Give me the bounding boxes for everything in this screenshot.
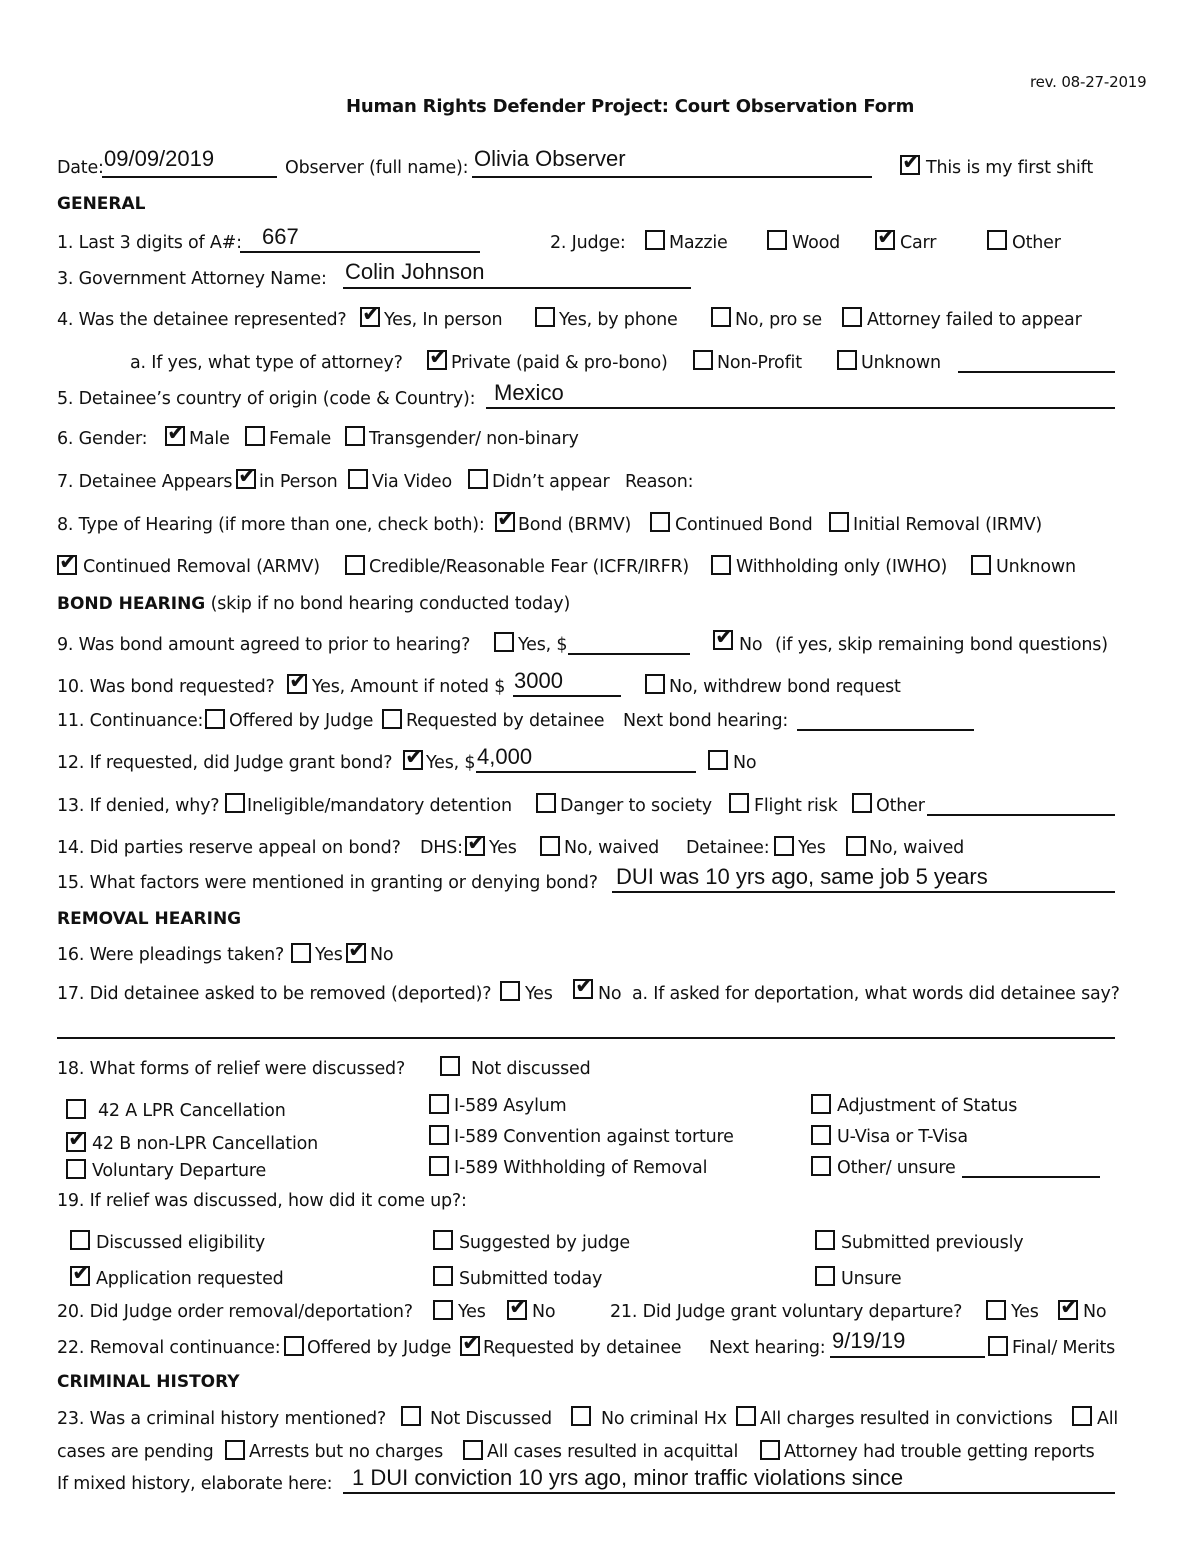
form-title: Human Rights Defender Project: Court Observation Form — [346, 96, 915, 117]
final-merits-checkbox[interactable] — [988, 1336, 1008, 1356]
crim-pending-label: cases are pending — [57, 1442, 214, 1462]
q13-label: 13. If denied, why? — [57, 796, 220, 816]
relief-other-checkbox[interactable] — [811, 1156, 831, 1176]
q7-label: 7. Detainee Appears — [57, 472, 233, 492]
hearing-bond-checkbox[interactable] — [495, 507, 516, 532]
detainee-appeal-waived-label: No, waived — [869, 838, 965, 858]
check-mark-icon: ✔ — [575, 974, 594, 999]
q12-label: 12. If requested, did Judge grant bond? — [57, 753, 393, 773]
dhs-waived-checkbox[interactable] — [540, 836, 560, 856]
didnt-appear-label: Didn’t appear — [492, 472, 610, 492]
crim-acquittal-checkbox[interactable] — [463, 1440, 483, 1460]
judge-wood-checkbox[interactable] — [767, 230, 787, 250]
check-mark-icon: ✔ — [72, 1261, 91, 1286]
appears-video-label: Via Video — [372, 472, 452, 492]
q14-label: 14. Did parties reserve appeal on bond? — [57, 838, 401, 858]
hearing-unknown-label: Unknown — [996, 557, 1076, 577]
mixed-history-label: If mixed history, elaborate here: — [57, 1474, 333, 1494]
deportation-words-label: a. If asked for deportation, what words did detainee say? — [632, 984, 1120, 1004]
gender-female-checkbox[interactable] — [245, 426, 265, 446]
q21-label: 21. Did Judge grant voluntary departure? — [610, 1302, 963, 1322]
represented-in-person-checkbox[interactable] — [360, 302, 381, 327]
removal-ordered-yes-label: Yes — [458, 1302, 486, 1322]
crim-convictions-label: All charges resulted in convictions — [760, 1409, 1053, 1429]
mixed-history-field[interactable]: 1 DUI conviction 10 yrs ago, minor traffic violations since — [352, 1465, 904, 1490]
vd-granted-yes-label: Yes — [1011, 1302, 1039, 1322]
came-up-submitted-today-checkbox[interactable] — [433, 1266, 453, 1286]
removal-requested-no-label: No — [598, 984, 622, 1004]
bond-agreed-note: (if yes, skip remaining bond questions) — [775, 635, 1108, 655]
hearing-initial-removal-checkbox[interactable] — [829, 512, 849, 532]
represented-in-person-label: Yes, In person — [384, 310, 503, 330]
grant-bond-no-label: No — [733, 753, 757, 773]
judge-carr-label: Carr — [900, 233, 937, 253]
check-mark-icon: ✔ — [467, 831, 486, 856]
came-up-application-label: Application requested — [96, 1269, 284, 1289]
section-bond — [57, 593, 570, 614]
appears-in-person-label: in Person — [259, 472, 338, 492]
came-up-judge-label: Suggested by judge — [459, 1233, 630, 1253]
section-removal: REMOVAL HEARING — [57, 909, 242, 929]
pro-se-label: No, pro se — [735, 310, 822, 330]
bond-factors-field[interactable]: DUI was 10 yrs ago, same job 5 years — [616, 864, 988, 889]
denied-danger-label: Danger to society — [560, 796, 712, 816]
q11-label: 11. Continuance: — [57, 711, 204, 731]
grant-bond-yes-checkbox[interactable] — [403, 745, 424, 770]
pro-se-checkbox[interactable] — [711, 307, 731, 327]
relief-42a-label: 42 A LPR Cancellation — [98, 1101, 286, 1121]
relief-visa-checkbox[interactable] — [811, 1125, 831, 1145]
hearing-initial-removal-label: Initial Removal (IRMV) — [853, 515, 1043, 535]
check-mark-icon: ✔ — [289, 669, 308, 694]
dhs-yes-label: Yes — [489, 838, 517, 858]
came-up-unsure-checkbox[interactable] — [815, 1266, 835, 1286]
judge-other-label: Other — [1012, 233, 1061, 253]
appears-in-person-checkbox[interactable] — [236, 464, 257, 489]
observer-label: Observer (full name): — [285, 158, 469, 178]
country-field[interactable]: Mexico — [494, 380, 564, 405]
hearing-continued-removal-checkbox[interactable] — [57, 550, 78, 575]
removal-ordered-yes-checkbox[interactable] — [433, 1300, 453, 1320]
came-up-submitted-prev-label: Submitted previously — [841, 1233, 1024, 1253]
crim-none-checkbox[interactable] — [571, 1406, 591, 1426]
removal-cont-detainee-checkbox[interactable] — [460, 1331, 481, 1356]
relief-cat-label: I-589 Convention against torture — [454, 1127, 734, 1147]
crim-all-label: All — [1097, 1409, 1119, 1429]
crim-not-discussed-label: Not Discussed — [430, 1409, 552, 1429]
attorney-private-label: Private (paid & pro-bono) — [451, 353, 668, 373]
check-mark-icon: ✔ — [238, 464, 257, 489]
check-mark-icon: ✔ — [167, 421, 186, 446]
grant-bond-no-checkbox[interactable] — [708, 750, 728, 770]
detainee-appeal-yes-checkbox[interactable] — [774, 836, 794, 856]
bond-requested-yes-label: Yes, Amount if noted $ — [312, 677, 506, 697]
crim-not-discussed-checkbox[interactable] — [401, 1406, 421, 1426]
removal-requested-yes-label: Yes — [525, 984, 553, 1004]
relief-not-discussed-label: Not discussed — [471, 1059, 591, 1079]
vd-granted-no-label: No — [1083, 1302, 1107, 1322]
bond-agreed-no-checkbox[interactable] — [713, 625, 734, 650]
check-mark-icon: ✔ — [462, 1331, 481, 1356]
q8-label: 8. Type of Hearing (if more than one, check both): — [57, 515, 485, 535]
attorney-failed-checkbox[interactable] — [842, 307, 862, 327]
relief-adjustment-checkbox[interactable] — [811, 1094, 831, 1114]
denied-ineligible-checkbox[interactable] — [225, 793, 245, 813]
first-shift-checkbox[interactable] — [900, 150, 921, 175]
bond-agreed-yes-checkbox[interactable] — [494, 632, 514, 652]
q1-label: 1. Last 3 digits of A#: — [57, 233, 242, 253]
next-hearing-label: Next hearing: — [709, 1338, 826, 1358]
relief-cat-checkbox[interactable] — [429, 1125, 449, 1145]
q17-label: 17. Did detainee asked to be removed (deported)? — [57, 984, 492, 1004]
pleadings-yes-label: Yes — [315, 945, 343, 965]
observer-field[interactable]: Olivia Observer — [474, 146, 626, 171]
relief-asylum-checkbox[interactable] — [429, 1094, 449, 1114]
gender-transgender-checkbox[interactable] — [345, 426, 365, 446]
detainee-appeal-label: Detainee: — [686, 838, 770, 858]
q9-label: 9. Was bond amount agreed to prior to hearing? — [57, 635, 471, 655]
q4-label: 4. Was the detainee represented? — [57, 310, 347, 330]
a-number-field[interactable]: 667 — [262, 224, 299, 249]
didnt-appear-checkbox[interactable] — [468, 469, 488, 489]
continuance-detainee-label: Requested by detainee — [406, 711, 605, 731]
judge-mazzie-checkbox[interactable] — [645, 230, 665, 250]
hearing-continued-bond-label: Continued Bond — [675, 515, 813, 535]
check-mark-icon: ✔ — [362, 302, 381, 327]
withdrew-bond-checkbox[interactable] — [645, 674, 665, 694]
hearing-credible-fear-checkbox[interactable] — [345, 555, 365, 575]
attorney-private-checkbox[interactable] — [427, 345, 448, 370]
check-mark-icon: ✔ — [59, 550, 78, 575]
vd-granted-yes-checkbox[interactable] — [986, 1300, 1006, 1320]
q18-label: 18. What forms of relief were discussed? — [57, 1059, 406, 1079]
denied-flight-risk-checkbox[interactable] — [729, 793, 749, 813]
section-criminal: CRIMINAL HISTORY — [57, 1372, 240, 1392]
date-label: Date: — [57, 158, 104, 178]
q5-label: 5. Detainee’s country of origin (code & Country): — [57, 389, 476, 409]
q19-label: 19. If relief was discussed, how did it come up?: — [57, 1191, 467, 1211]
judge-carr-checkbox[interactable] — [875, 225, 896, 250]
removal-requested-no-checkbox[interactable] — [573, 974, 594, 999]
relief-42b-label: 42 B non-LPR Cancellation — [92, 1134, 319, 1154]
relief-adjustment-label: Adjustment of Status — [837, 1096, 1018, 1116]
q4a-label: a. If yes, what type of attorney? — [130, 353, 403, 373]
dhs-yes-checkbox[interactable] — [465, 831, 486, 856]
crim-arrests-checkbox[interactable] — [225, 1440, 245, 1460]
crim-all-pending-checkbox[interactable] — [1072, 1406, 1092, 1426]
continuance-judge-checkbox[interactable] — [205, 709, 225, 729]
next-hearing-field[interactable]: 9/19/19 — [832, 1328, 906, 1353]
reason-label: Reason: — [625, 472, 694, 492]
q22-label: 22. Removal continuance: — [57, 1338, 281, 1358]
section-bond-note: (skip if no bond hearing conducted today) — [205, 594, 571, 614]
first-shift-label: This is my first shift — [926, 158, 1093, 178]
revision-label: rev. 08-27-2019 — [1030, 73, 1147, 91]
crim-convictions-checkbox[interactable] — [736, 1406, 756, 1426]
crim-arrests-label: Arrests but no charges — [249, 1442, 443, 1462]
came-up-unsure-label: Unsure — [841, 1269, 902, 1289]
crim-none-label: No criminal Hx — [601, 1409, 727, 1429]
relief-visa-label: U-Visa or T-Visa — [837, 1127, 968, 1147]
came-up-eligibility-label: Discussed eligibility — [96, 1233, 266, 1253]
came-up-eligibility-checkbox[interactable] — [70, 1230, 90, 1250]
denied-danger-checkbox[interactable] — [536, 793, 556, 813]
removal-cont-detainee-label: Requested by detainee — [483, 1338, 682, 1358]
check-mark-icon: ✔ — [348, 938, 367, 963]
q3-label: 3. Government Attorney Name: — [57, 269, 327, 289]
represented-phone-checkbox[interactable] — [535, 307, 555, 327]
attorney-unknown-checkbox[interactable] — [837, 350, 857, 370]
dhs-label: DHS: — [420, 838, 463, 858]
pleadings-yes-checkbox[interactable] — [291, 943, 311, 963]
judge-mazzie-label: Mazzie — [669, 233, 728, 253]
represented-phone-label: Yes, by phone — [559, 310, 678, 330]
relief-42a-checkbox[interactable] — [66, 1099, 86, 1119]
bond-amount-field[interactable]: 3000 — [514, 668, 563, 693]
q2-label: 2. Judge: — [550, 233, 626, 253]
relief-withholding-label: I-589 Withholding of Removal — [454, 1158, 708, 1178]
relief-other-label: Other/ unsure — [837, 1158, 956, 1178]
gov-attorney-field[interactable]: Colin Johnson — [345, 259, 485, 284]
denied-other-label: Other — [876, 796, 925, 816]
final-merits-label: Final/ Merits — [1012, 1338, 1116, 1358]
removal-ordered-no-checkbox[interactable] — [507, 1295, 528, 1320]
gender-transgender-label: Transgender/ non-binary — [369, 429, 579, 449]
bond-agreed-no-label: No — [739, 635, 763, 655]
removal-requested-yes-checkbox[interactable] — [500, 981, 520, 1001]
check-mark-icon: ✔ — [1060, 1295, 1079, 1320]
gender-female-label: Female — [269, 429, 332, 449]
crim-reports-checkbox[interactable] — [760, 1440, 780, 1460]
withdrew-bond-label: No, withdrew bond request — [669, 677, 901, 697]
gender-male-checkbox[interactable] — [165, 421, 186, 446]
relief-withholding-checkbox[interactable] — [429, 1156, 449, 1176]
check-mark-icon: ✔ — [902, 150, 921, 175]
came-up-submitted-prev-checkbox[interactable] — [815, 1230, 835, 1250]
hearing-bond-label: Bond (BRMV) — [518, 515, 632, 535]
denied-ineligible-label: Ineligible/mandatory detention — [247, 796, 512, 816]
continuance-judge-label: Offered by Judge — [229, 711, 374, 731]
hearing-withholding-label: Withholding only (IWHO) — [736, 557, 948, 577]
granted-bond-amount-field[interactable]: 4,000 — [477, 744, 533, 769]
bond-requested-yes-checkbox[interactable] — [287, 669, 308, 694]
q6-label: 6. Gender: — [57, 429, 148, 449]
hearing-unknown-checkbox[interactable] — [971, 555, 991, 575]
judge-other-checkbox[interactable] — [987, 230, 1007, 250]
check-mark-icon: ✔ — [68, 1127, 87, 1152]
check-mark-icon: ✔ — [509, 1295, 528, 1320]
hearing-continued-removal-label: Continued Removal (ARMV) — [83, 557, 320, 577]
pleadings-no-label: No — [370, 945, 394, 965]
came-up-application-checkbox[interactable] — [70, 1261, 91, 1286]
appears-video-checkbox[interactable] — [348, 469, 368, 489]
crim-reports-label: Attorney had trouble getting reports — [784, 1442, 1095, 1462]
check-mark-icon: ✔ — [877, 225, 896, 250]
attorney-nonprofit-checkbox[interactable] — [693, 350, 713, 370]
judge-wood-label: Wood — [792, 233, 841, 253]
detainee-appeal-waived-checkbox[interactable] — [846, 836, 866, 856]
pleadings-no-checkbox[interactable] — [346, 938, 367, 963]
crim-acquittal-label: All cases resulted in acquittal — [487, 1442, 739, 1462]
attorney-unknown-label: Unknown — [861, 353, 941, 373]
relief-asylum-label: I-589 Asylum — [454, 1096, 567, 1116]
q15-label: 15. What factors were mentioned in granting or denying bond? — [57, 873, 598, 893]
q23-label: 23. Was a criminal history mentioned? — [57, 1409, 387, 1429]
hearing-continued-bond-checkbox[interactable] — [650, 512, 670, 532]
relief-not-discussed-checkbox[interactable] — [440, 1056, 460, 1076]
relief-voluntary-departure-checkbox[interactable] — [66, 1159, 86, 1179]
next-bond-hearing-label: Next bond hearing: — [623, 711, 789, 731]
section-general: GENERAL — [57, 194, 146, 214]
check-mark-icon: ✔ — [405, 745, 424, 770]
grant-bond-yes-label: Yes, $ — [426, 753, 476, 773]
q16-label: 16. Were pleadings taken? — [57, 945, 285, 965]
denied-flight-risk-label: Flight risk — [754, 796, 838, 816]
detainee-appeal-yes-label: Yes — [798, 838, 826, 858]
check-mark-icon: ✔ — [715, 625, 734, 650]
continuance-detainee-checkbox[interactable] — [382, 709, 402, 729]
check-mark-icon: ✔ — [497, 507, 516, 532]
denied-other-checkbox[interactable] — [852, 793, 872, 813]
section-bond-title: BOND HEARING — [57, 594, 206, 614]
q20-label: 20. Did Judge order removal/deportation? — [57, 1302, 413, 1322]
bond-agreed-yes-label: Yes, $ — [518, 635, 568, 655]
hearing-credible-fear-label: Credible/Reasonable Fear (ICFR/IRFR) — [369, 557, 690, 577]
date-field[interactable]: 09/09/2019 — [104, 146, 215, 171]
attorney-nonprofit-label: Non-Profit — [717, 353, 802, 373]
removal-cont-judge-checkbox[interactable] — [284, 1336, 304, 1356]
removal-cont-judge-label: Offered by Judge — [307, 1338, 452, 1358]
vd-granted-no-checkbox[interactable] — [1058, 1295, 1079, 1320]
hearing-withholding-checkbox[interactable] — [711, 555, 731, 575]
gender-male-label: Male — [189, 429, 230, 449]
removal-ordered-no-label: No — [532, 1302, 556, 1322]
relief-voluntary-departure-label: Voluntary Departure — [92, 1161, 267, 1181]
came-up-judge-checkbox[interactable] — [433, 1230, 453, 1250]
attorney-failed-label: Attorney failed to appear — [867, 310, 1082, 330]
check-mark-icon: ✔ — [429, 345, 448, 370]
q10-label: 10. Was bond requested? — [57, 677, 275, 697]
relief-42b-checkbox[interactable] — [66, 1127, 87, 1152]
came-up-submitted-today-label: Submitted today — [459, 1269, 603, 1289]
dhs-waived-label: No, waived — [564, 838, 660, 858]
